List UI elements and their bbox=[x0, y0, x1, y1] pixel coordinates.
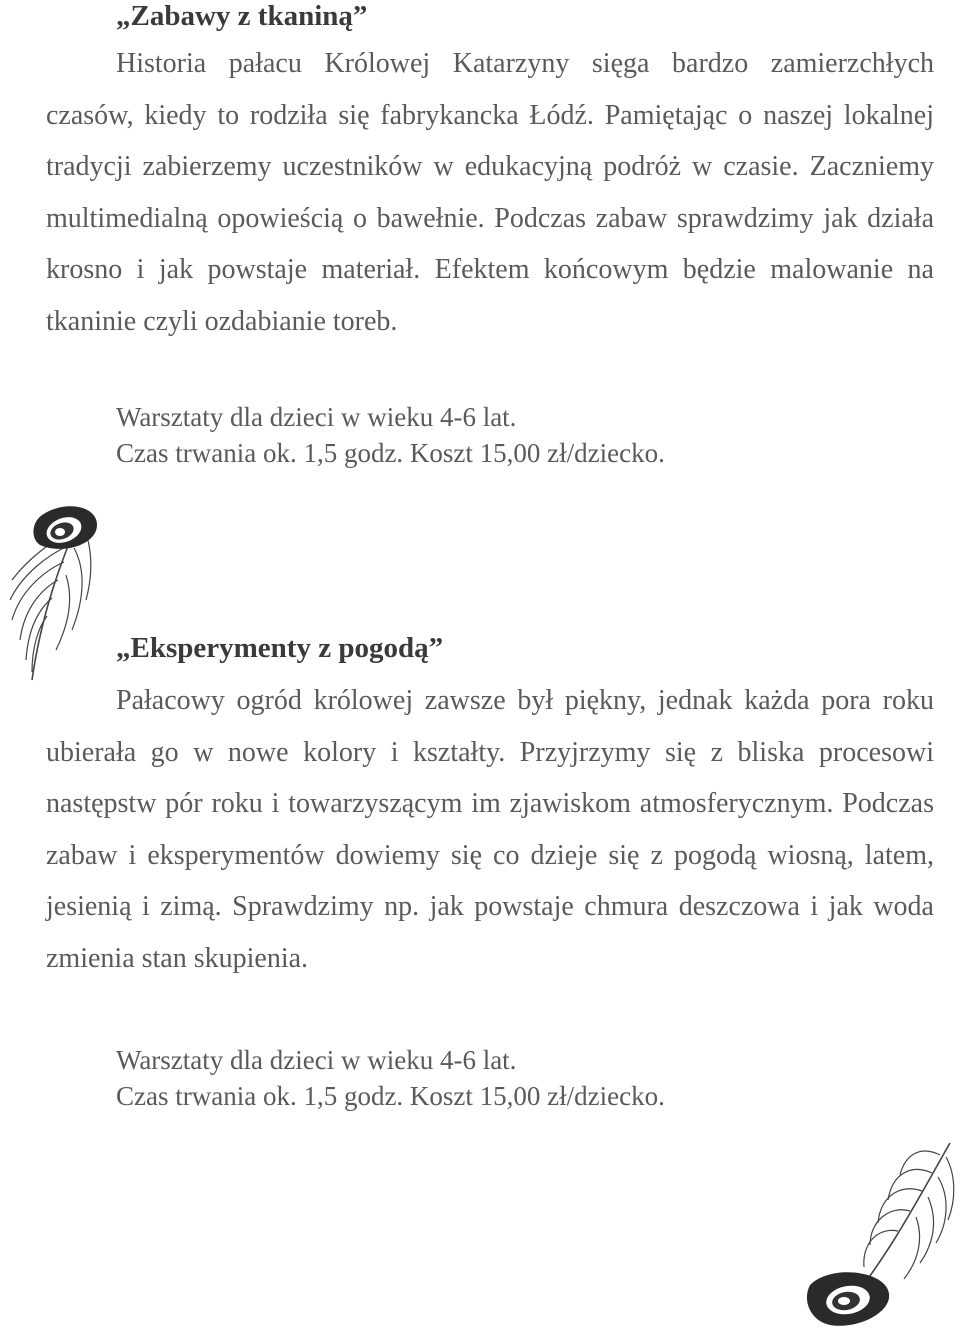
section-zabawy-z-tkanina bbox=[46, 0, 934, 471]
info-age: Warsztaty dla dzieci w wieku 4-6 lat. bbox=[116, 402, 517, 432]
section-title: „Zabawy z tkaniną” bbox=[116, 0, 368, 32]
section-paragraph: Pałacowy ogród królowej zawsze był piękny, jednak każda pora roku ubierała go w nowe kolory i kształty. Przyjrzymy się z bliska procesowi następstw pór roku i towarzyszącym im zjawiskom atmosferycznym. Podczas zabaw i eksperymentów dowiemy się co dzieje się z pogodą wiosną, latem, jesienią i zimą. Sprawdzimy np. jak powstaje chmura deszczowa i jak woda zmienia stan skupienia. bbox=[46, 685, 934, 974]
peacock-feather-icon bbox=[2, 500, 102, 685]
section-title: „Eksperymenty z pogodą” bbox=[116, 632, 444, 664]
info-duration-cost: Czas trwania ok. 1,5 godz. Koszt 15,00 zł/dziecko. bbox=[116, 438, 665, 468]
info-duration-cost: Czas trwania ok. 1,5 godz. Koszt 15,00 zł/dziecko. bbox=[116, 1081, 665, 1111]
peacock-feather-icon bbox=[800, 1135, 960, 1333]
section-eksperymenty-z-pogoda bbox=[46, 630, 934, 1114]
info-age: Warsztaty dla dzieci w wieku 4-6 lat. bbox=[116, 1045, 517, 1075]
section-paragraph: Historia pałacu Królowej Katarzyny sięga bardzo zamierzchłych czasów, kiedy to rodziła się fabrykancka Łódź. Pamiętając o naszej lokalnej tradycji zabierzemy uczestników w edukacyjną podróż w czasie. Zaczniemy multimedialną opowieścią o bawełnie. Podczas zabaw sprawdzimy jak działa krosno i jak powstaje materiał. Efektem końcowym będzie malowanie na tkaninie czyli ozdabianie toreb. bbox=[46, 48, 934, 337]
